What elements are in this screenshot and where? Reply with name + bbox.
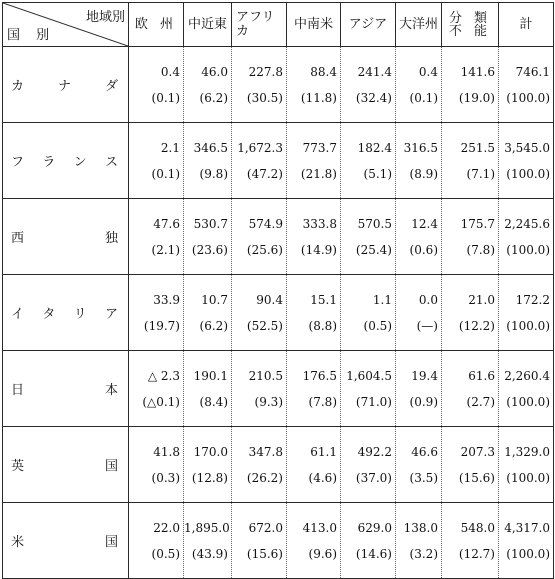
country-name xyxy=(3,455,128,474)
amount-value: 61.6 xyxy=(468,368,495,383)
country-name-char: 日 xyxy=(11,383,25,398)
percent-value: (2.1) xyxy=(151,242,180,257)
data-cell xyxy=(129,427,184,503)
data-cell xyxy=(442,351,499,427)
percent-value: (100.0) xyxy=(506,394,550,409)
amount-value: 570.5 xyxy=(357,216,392,231)
amount-value: 138.0 xyxy=(403,520,438,535)
data-cell xyxy=(442,123,499,199)
amount-value: 0.4 xyxy=(160,64,180,79)
percent-value: (0.1) xyxy=(151,166,180,181)
amount-value: 88.4 xyxy=(310,64,337,79)
country-name-char: 米 xyxy=(11,535,25,550)
country-name-char: リ xyxy=(73,307,87,322)
data-cell xyxy=(232,503,287,579)
country-name-char: ナ xyxy=(57,79,71,94)
data-cell xyxy=(287,351,341,427)
table-row xyxy=(3,351,554,427)
data-cell xyxy=(129,275,184,351)
country-name-char: ア xyxy=(104,307,118,322)
data-cell xyxy=(129,503,184,579)
aid-by-region-table xyxy=(2,2,554,579)
amount-value: 182.4 xyxy=(357,140,392,155)
column-header-total: 計 xyxy=(499,3,554,47)
amount-value: 22.0 xyxy=(153,520,180,535)
percent-value: (21.8) xyxy=(300,166,337,181)
percent-value: (7.1) xyxy=(466,166,495,181)
percent-value: (15.6) xyxy=(246,546,283,561)
percent-value: (12.8) xyxy=(191,470,228,485)
table-row xyxy=(3,427,554,503)
country-name xyxy=(3,75,128,94)
country-name-char: 独 xyxy=(104,231,118,246)
amount-value: 12.4 xyxy=(411,216,438,231)
amount-value: 15.1 xyxy=(310,292,337,307)
region-axis-label: 地域別 xyxy=(85,10,125,25)
percent-value: (3.5) xyxy=(409,470,438,485)
data-cell xyxy=(184,275,232,351)
country-name-char: 本 xyxy=(104,383,118,398)
percent-value: (0.5) xyxy=(363,318,392,333)
percent-value: (7.8) xyxy=(308,394,337,409)
amount-value: 170.0 xyxy=(193,444,228,459)
percent-value: (11.8) xyxy=(300,90,337,105)
amount-value: 413.0 xyxy=(302,520,337,535)
country-name-char: 国 xyxy=(104,459,118,474)
amount-value: 190.1 xyxy=(193,368,228,383)
amount-value: 227.8 xyxy=(248,64,283,79)
country-name-char: ス xyxy=(104,155,118,170)
amount-value: 1,672.3 xyxy=(237,140,283,155)
percent-value: (30.5) xyxy=(246,90,283,105)
data-cell xyxy=(341,47,396,123)
amount-value: 46.0 xyxy=(201,64,228,79)
data-cell xyxy=(499,351,554,427)
percent-value: (47.2) xyxy=(246,166,283,181)
unclassified-label: 分 類 不 能 xyxy=(448,10,492,39)
data-cell xyxy=(184,503,232,579)
percent-value: (6.2) xyxy=(199,318,228,333)
percent-value: (23.6) xyxy=(191,242,228,257)
amount-value: 47.6 xyxy=(153,216,180,231)
data-cell xyxy=(129,123,184,199)
percent-value: (0.3) xyxy=(151,470,180,485)
percent-value: (26.2) xyxy=(246,470,283,485)
data-cell xyxy=(341,275,396,351)
amount-value: 2,260.4 xyxy=(504,368,550,383)
data-cell xyxy=(184,351,232,427)
data-cell xyxy=(442,199,499,275)
percent-value: (9.8) xyxy=(199,166,228,181)
amount-value: 3,545.0 xyxy=(504,140,550,155)
data-cell xyxy=(287,275,341,351)
amount-value: 241.4 xyxy=(357,64,392,79)
amount-value: 629.0 xyxy=(357,520,392,535)
row-label-cell xyxy=(3,503,129,579)
data-cell xyxy=(232,123,287,199)
table-row xyxy=(3,47,554,123)
amount-value: 1.1 xyxy=(372,292,392,307)
data-cell xyxy=(287,427,341,503)
percent-value: (19.7) xyxy=(143,318,180,333)
percent-value: (25.4) xyxy=(355,242,392,257)
data-cell xyxy=(396,427,442,503)
percent-value: (100.0) xyxy=(506,546,550,561)
amount-value: 548.0 xyxy=(460,520,495,535)
data-cell xyxy=(232,199,287,275)
percent-value: (15.6) xyxy=(458,470,495,485)
row-label-cell xyxy=(3,275,129,351)
percent-value: (100.0) xyxy=(506,470,550,485)
percent-value: (6.2) xyxy=(199,90,228,105)
data-cell xyxy=(184,199,232,275)
percent-value: (100.0) xyxy=(506,318,550,333)
percent-value: (9.6) xyxy=(308,546,337,561)
percent-value: (32.4) xyxy=(355,90,392,105)
row-label-cell xyxy=(3,199,129,275)
amount-value: 672.0 xyxy=(248,520,283,535)
amount-value: 530.7 xyxy=(193,216,228,231)
country-name xyxy=(3,531,128,550)
row-label-cell xyxy=(3,351,129,427)
column-header-europe: 欧 州 xyxy=(129,3,184,47)
data-cell xyxy=(396,351,442,427)
amount-value: 347.8 xyxy=(248,444,283,459)
amount-value: 61.1 xyxy=(310,444,337,459)
percent-value: (9.3) xyxy=(254,394,283,409)
percent-value: (2.7) xyxy=(466,394,495,409)
amount-value: 172.2 xyxy=(515,292,550,307)
data-cell xyxy=(129,47,184,123)
percent-value: (71.0) xyxy=(355,394,392,409)
data-cell xyxy=(442,427,499,503)
percent-value: (43.9) xyxy=(191,546,228,561)
amount-value: 574.9 xyxy=(248,216,283,231)
data-cell xyxy=(232,275,287,351)
data-cell xyxy=(184,123,232,199)
country-name-char: ラ xyxy=(42,155,56,170)
amount-value: 0.0 xyxy=(418,292,438,307)
country-name xyxy=(3,151,128,170)
data-cell xyxy=(396,123,442,199)
data-cell xyxy=(442,47,499,123)
country-name xyxy=(3,227,128,246)
percent-value: (8.8) xyxy=(308,318,337,333)
column-header-africa: アフリカ xyxy=(232,3,287,47)
data-cell xyxy=(499,275,554,351)
percent-value: (0.5) xyxy=(151,546,180,561)
amount-value: △ 2.3 xyxy=(147,368,180,383)
column-header-unclassified xyxy=(442,3,499,47)
amount-value: 19.4 xyxy=(411,368,438,383)
amount-value: 2.1 xyxy=(160,140,180,155)
data-cell xyxy=(442,503,499,579)
corner-header xyxy=(3,3,129,47)
row-label-cell xyxy=(3,123,129,199)
amount-value: 0.4 xyxy=(418,64,438,79)
percent-value: (0.6) xyxy=(409,242,438,257)
amount-value: 210.5 xyxy=(248,368,283,383)
data-cell xyxy=(396,275,442,351)
table-row xyxy=(3,199,554,275)
amount-value: 46.6 xyxy=(411,444,438,459)
amount-value: 251.5 xyxy=(460,140,495,155)
amount-value: 141.6 xyxy=(460,64,495,79)
amount-value: 176.5 xyxy=(302,368,337,383)
amount-value: 746.1 xyxy=(515,64,550,79)
data-cell xyxy=(396,47,442,123)
percent-value: (8.9) xyxy=(409,166,438,181)
amount-value: 207.3 xyxy=(460,444,495,459)
country-name-char: 国 xyxy=(104,535,118,550)
amount-value: 1,895.0 xyxy=(184,520,230,535)
percent-value: (25.6) xyxy=(246,242,283,257)
amount-value: 90.4 xyxy=(256,292,283,307)
amount-value: 773.7 xyxy=(302,140,337,155)
amount-value: 333.8 xyxy=(302,216,337,231)
data-cell xyxy=(287,503,341,579)
amount-value: 2,245.6 xyxy=(504,216,550,231)
data-cell xyxy=(341,199,396,275)
column-header-oceania: 大洋州 xyxy=(396,3,442,47)
data-cell xyxy=(287,47,341,123)
percent-value: (△0.1) xyxy=(142,394,180,409)
percent-value: (12.2) xyxy=(458,318,495,333)
amount-value: 316.5 xyxy=(403,140,438,155)
table-body xyxy=(3,47,554,579)
percent-value: (0.1) xyxy=(409,90,438,105)
amount-value: 4,317.0 xyxy=(504,520,550,535)
header-row xyxy=(3,3,554,47)
amount-value: 346.5 xyxy=(193,140,228,155)
percent-value: (8.4) xyxy=(199,394,228,409)
data-cell xyxy=(341,503,396,579)
amount-value: 1,329.0 xyxy=(504,444,550,459)
data-cell xyxy=(232,47,287,123)
percent-value: (14.9) xyxy=(300,242,337,257)
country-name xyxy=(3,379,128,398)
data-cell xyxy=(499,427,554,503)
percent-value: (14.6) xyxy=(355,546,392,561)
data-cell xyxy=(499,47,554,123)
percent-value: (7.8) xyxy=(466,242,495,257)
data-cell xyxy=(499,199,554,275)
country-name-char: タ xyxy=(42,307,56,322)
column-header-latin-america: 中南米 xyxy=(287,3,341,47)
amount-value: 1,604.5 xyxy=(346,368,392,383)
data-cell xyxy=(287,123,341,199)
country-name xyxy=(3,303,128,322)
percent-value: (12.7) xyxy=(458,546,495,561)
column-header-asia: アジア xyxy=(341,3,396,47)
data-cell xyxy=(396,199,442,275)
country-axis-label: 国 別 xyxy=(7,28,56,43)
data-cell xyxy=(129,199,184,275)
country-name-char: カ xyxy=(11,79,25,94)
amount-value: 21.0 xyxy=(468,292,495,307)
data-cell xyxy=(287,199,341,275)
data-cell xyxy=(396,503,442,579)
data-cell xyxy=(341,123,396,199)
table-row xyxy=(3,123,554,199)
amount-value: 41.8 xyxy=(153,444,180,459)
row-label-cell xyxy=(3,47,129,123)
data-cell xyxy=(232,427,287,503)
percent-value: (19.0) xyxy=(458,90,495,105)
percent-value: (52.5) xyxy=(246,318,283,333)
data-cell xyxy=(184,427,232,503)
percent-value: (0.1) xyxy=(151,90,180,105)
data-cell xyxy=(499,503,554,579)
country-name-char: ダ xyxy=(104,79,118,94)
column-header-middle-east: 中近東 xyxy=(184,3,232,47)
data-cell xyxy=(184,47,232,123)
data-cell xyxy=(442,275,499,351)
percent-value: (5.1) xyxy=(363,166,392,181)
data-cell xyxy=(341,427,396,503)
row-label-cell xyxy=(3,427,129,503)
percent-value: (100.0) xyxy=(506,242,550,257)
country-name-char: イ xyxy=(11,307,25,322)
percent-value: (—) xyxy=(416,318,438,333)
percent-value: (100.0) xyxy=(506,166,550,181)
percent-value: (4.6) xyxy=(308,470,337,485)
amount-value: 10.7 xyxy=(201,292,228,307)
percent-value: (0.9) xyxy=(409,394,438,409)
data-cell xyxy=(129,351,184,427)
percent-value: (100.0) xyxy=(506,90,550,105)
data-cell xyxy=(341,351,396,427)
table-row xyxy=(3,275,554,351)
amount-value: 175.7 xyxy=(460,216,495,231)
country-name-char: 西 xyxy=(11,231,25,246)
country-name-char: 英 xyxy=(11,459,25,474)
data-cell xyxy=(232,351,287,427)
amount-value: 492.2 xyxy=(357,444,392,459)
table-row xyxy=(3,503,554,579)
country-name-char: フ xyxy=(11,155,25,170)
data-cell xyxy=(499,123,554,199)
percent-value: (3.2) xyxy=(409,546,438,561)
amount-value: 33.9 xyxy=(153,292,180,307)
country-name-char: ン xyxy=(73,155,87,170)
percent-value: (37.0) xyxy=(355,470,392,485)
